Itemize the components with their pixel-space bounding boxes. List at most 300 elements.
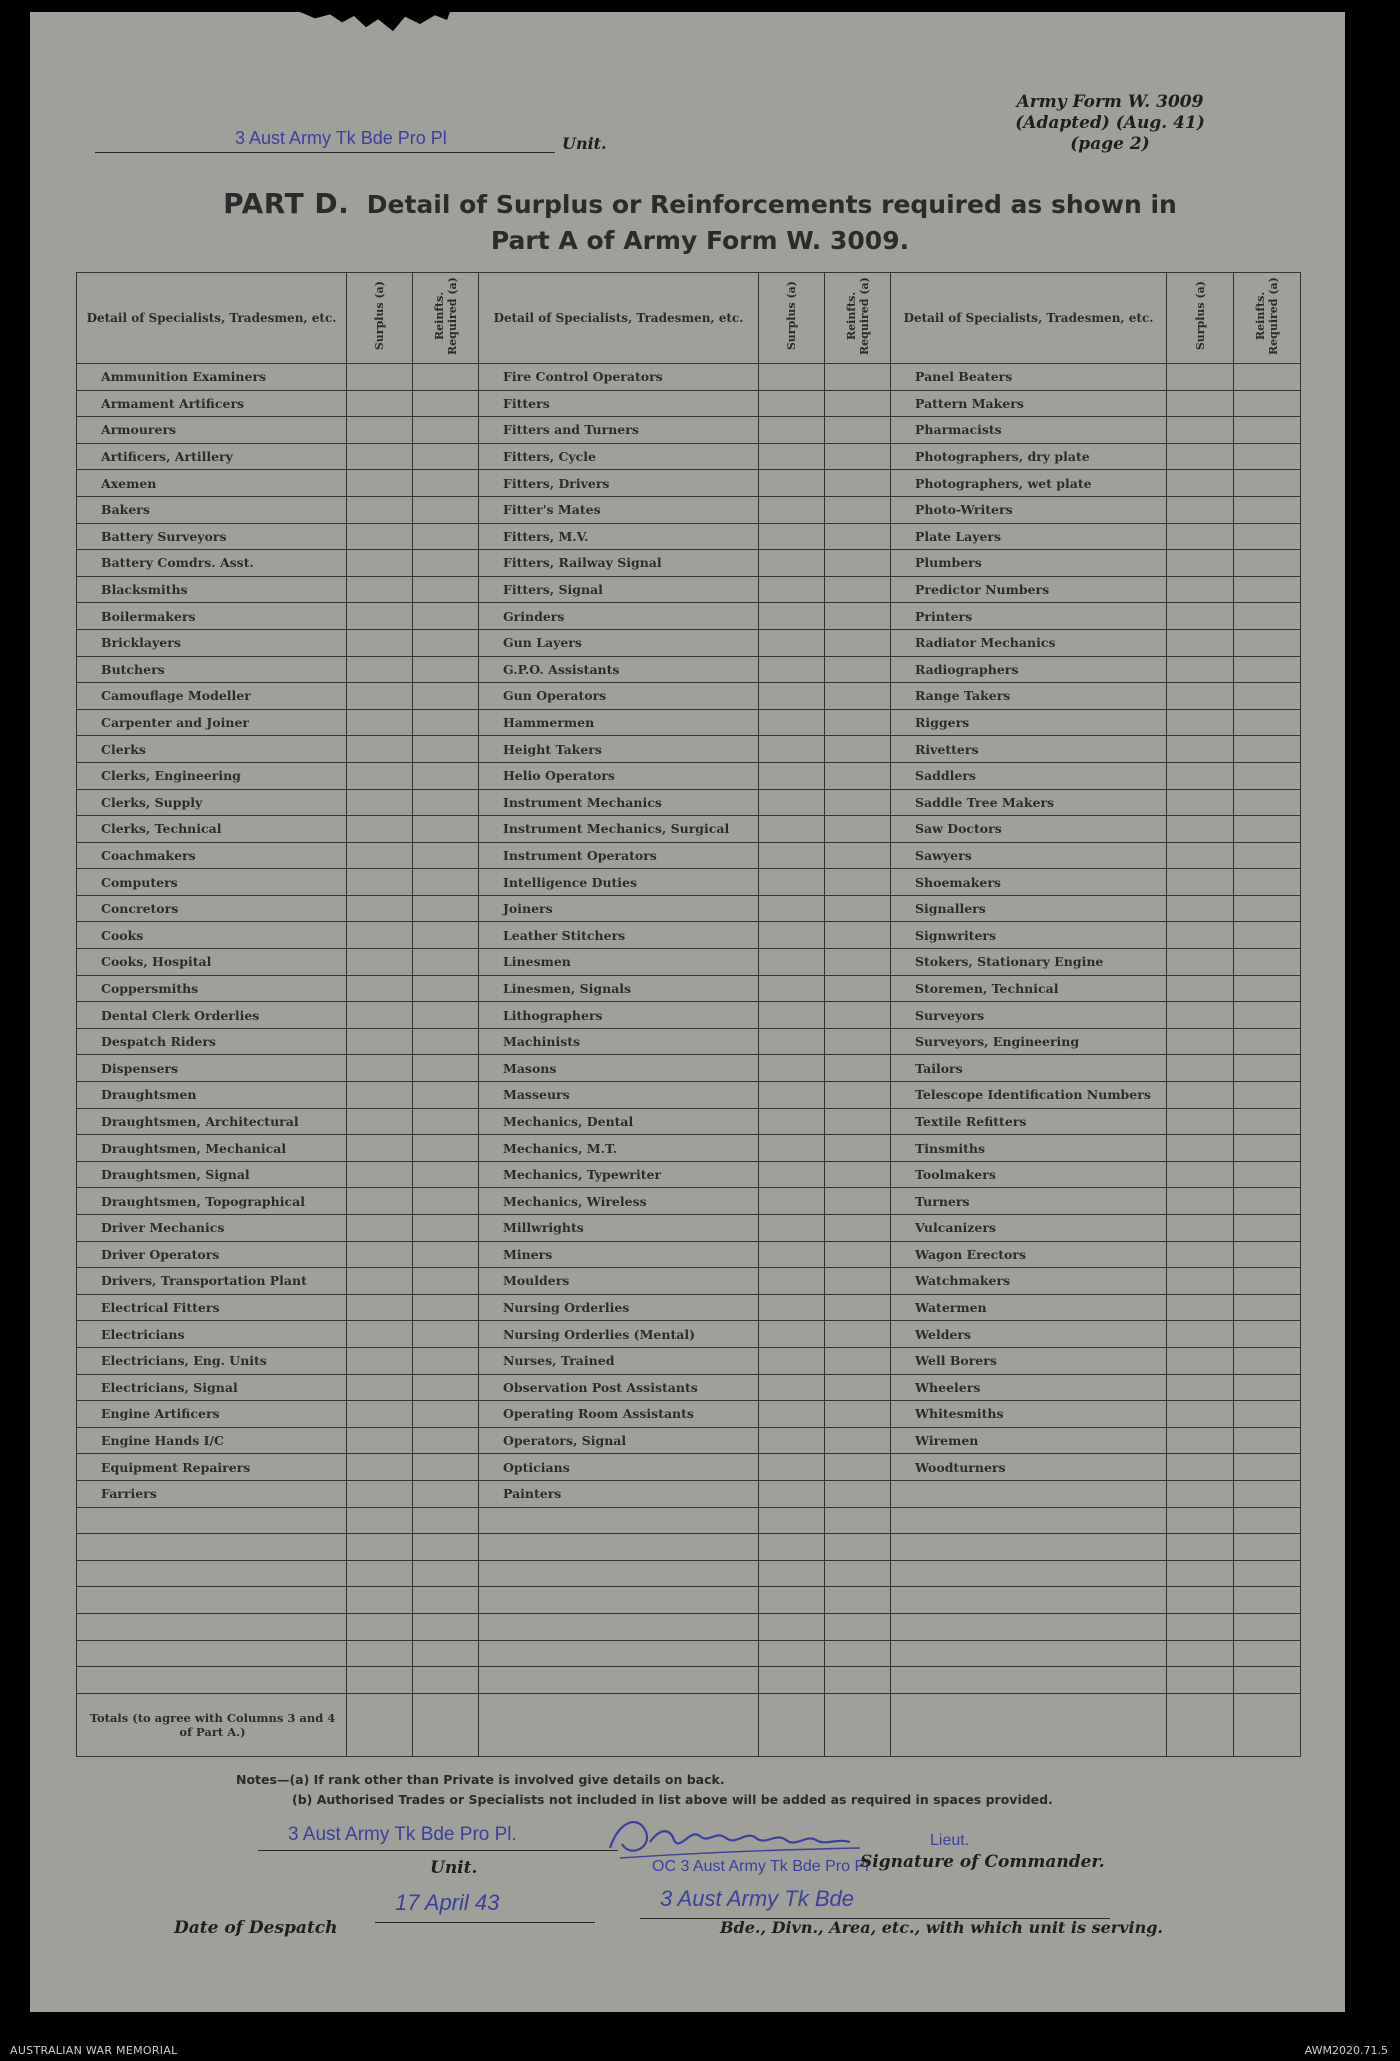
reinfts-cell[interactable] [1234,1028,1301,1055]
surplus-cell[interactable] [1167,470,1234,497]
surplus-cell[interactable] [1167,496,1234,523]
reinfts-cell[interactable] [1234,390,1301,417]
reinfts-cell[interactable] [825,949,891,976]
surplus-cell[interactable] [759,629,825,656]
surplus-cell[interactable] [1167,869,1234,896]
reinfts-cell[interactable] [825,1108,891,1135]
surplus-cell[interactable] [759,417,825,444]
reinfts-cell[interactable] [825,1268,891,1295]
reinfts-cell[interactable] [825,1135,891,1162]
surplus-cell[interactable] [347,869,413,896]
reinfts-cell[interactable] [825,1215,891,1242]
reinfts-cell[interactable] [825,603,891,630]
surplus-cell[interactable] [1167,1294,1234,1321]
reinfts-cell[interactable] [825,1028,891,1055]
surplus-cell[interactable] [347,789,413,816]
surplus-cell[interactable] [759,816,825,843]
surplus-cell[interactable] [1167,550,1234,577]
surplus-cell[interactable] [1167,523,1234,550]
surplus-cell[interactable] [1167,1241,1234,1268]
reinfts-cell[interactable] [1234,629,1301,656]
reinfts-cell[interactable] [413,709,479,736]
surplus-cell[interactable] [347,390,413,417]
surplus-cell[interactable] [759,842,825,869]
reinfts-cell[interactable] [825,1002,891,1029]
surplus-cell[interactable] [347,1082,413,1109]
surplus-cell[interactable] [759,523,825,550]
surplus-cell[interactable] [759,1534,825,1561]
surplus-cell[interactable] [347,1560,413,1587]
surplus-cell[interactable] [759,709,825,736]
surplus-cell[interactable] [1167,364,1234,391]
surplus-cell[interactable] [759,1613,825,1640]
surplus-cell[interactable] [759,1560,825,1587]
reinfts-cell[interactable] [825,1507,891,1534]
surplus-cell[interactable] [347,1480,413,1507]
reinfts-cell[interactable] [825,364,891,391]
surplus-cell[interactable] [759,1454,825,1481]
surplus-cell[interactable] [1167,1454,1234,1481]
surplus-cell[interactable] [759,1055,825,1082]
reinfts-cell[interactable] [1234,709,1301,736]
surplus-cell[interactable] [1167,895,1234,922]
surplus-cell[interactable] [1167,1374,1234,1401]
surplus-cell[interactable] [347,1161,413,1188]
reinfts-cell[interactable] [413,1241,479,1268]
surplus-cell[interactable] [1167,736,1234,763]
surplus-cell[interactable] [1167,1667,1234,1694]
reinfts-cell[interactable] [1234,683,1301,710]
surplus-cell[interactable] [759,1002,825,1029]
reinfts-cell[interactable] [1234,1454,1301,1481]
surplus-cell[interactable] [1167,1401,1234,1428]
surplus-cell[interactable] [759,1241,825,1268]
reinfts-cell[interactable] [1234,762,1301,789]
reinfts-cell[interactable] [1234,1401,1301,1428]
reinfts-cell[interactable] [413,1108,479,1135]
reinfts-cell[interactable] [1234,1108,1301,1135]
reinfts-cell[interactable] [413,1321,479,1348]
surplus-cell[interactable] [347,656,413,683]
surplus-cell[interactable] [347,1667,413,1694]
surplus-cell[interactable] [347,576,413,603]
reinfts-cell[interactable] [825,683,891,710]
surplus-cell[interactable] [347,1374,413,1401]
surplus-cell[interactable] [759,1294,825,1321]
reinfts-cell[interactable] [1234,816,1301,843]
surplus-cell[interactable] [1167,842,1234,869]
reinfts-cell[interactable] [1234,523,1301,550]
surplus-cell[interactable] [759,1268,825,1295]
surplus-cell[interactable] [347,1401,413,1428]
surplus-cell[interactable] [347,523,413,550]
surplus-cell[interactable] [759,1480,825,1507]
reinfts-cell[interactable] [1234,1268,1301,1295]
surplus-cell[interactable] [1167,683,1234,710]
reinfts-cell[interactable] [413,1188,479,1215]
reinfts-cell[interactable] [825,390,891,417]
surplus-cell[interactable] [759,1427,825,1454]
surplus-cell[interactable] [347,470,413,497]
reinfts-cell[interactable] [1234,1640,1301,1667]
reinfts-cell[interactable] [1234,1480,1301,1507]
surplus-cell[interactable] [347,895,413,922]
reinfts-cell[interactable] [825,789,891,816]
reinfts-cell[interactable] [1234,842,1301,869]
surplus-cell[interactable] [1167,1480,1234,1507]
reinfts-cell[interactable] [1234,1587,1301,1614]
surplus-cell[interactable] [347,1028,413,1055]
surplus-cell[interactable] [1167,816,1234,843]
reinfts-cell[interactable] [1234,1534,1301,1561]
reinfts-cell[interactable] [1234,1135,1301,1162]
surplus-cell[interactable] [759,364,825,391]
surplus-cell[interactable] [347,603,413,630]
surplus-cell[interactable] [759,789,825,816]
surplus-cell[interactable] [347,1321,413,1348]
reinfts-cell[interactable] [1234,364,1301,391]
surplus-cell[interactable] [1167,1347,1234,1374]
surplus-cell[interactable] [759,1028,825,1055]
surplus-cell[interactable] [347,1215,413,1242]
surplus-cell[interactable] [1167,949,1234,976]
reinfts-cell[interactable] [413,1268,479,1295]
surplus-cell[interactable] [759,975,825,1002]
surplus-cell[interactable] [347,1135,413,1162]
surplus-cell[interactable] [1167,1507,1234,1534]
surplus-cell[interactable] [1167,576,1234,603]
surplus-cell[interactable] [347,1613,413,1640]
reinfts-cell[interactable] [413,949,479,976]
reinfts-cell[interactable] [1234,1427,1301,1454]
surplus-cell[interactable] [1167,1640,1234,1667]
surplus-cell[interactable] [1167,417,1234,444]
reinfts-cell[interactable] [825,629,891,656]
surplus-cell[interactable] [759,1507,825,1534]
reinfts-cell[interactable] [1234,1002,1301,1029]
surplus-cell[interactable] [1167,1161,1234,1188]
surplus-cell[interactable] [347,443,413,470]
reinfts-cell[interactable] [825,1347,891,1374]
surplus-cell[interactable] [759,1321,825,1348]
surplus-cell[interactable] [759,922,825,949]
reinfts-cell[interactable] [825,1667,891,1694]
surplus-cell[interactable] [347,1294,413,1321]
reinfts-cell[interactable] [413,1401,479,1428]
reinfts-cell[interactable] [825,1560,891,1587]
reinfts-cell[interactable] [413,417,479,444]
reinfts-cell[interactable] [1234,949,1301,976]
reinfts-cell[interactable] [413,1374,479,1401]
reinfts-cell[interactable] [413,1560,479,1587]
reinfts-cell[interactable] [413,550,479,577]
surplus-cell[interactable] [347,417,413,444]
reinfts-cell[interactable] [1234,895,1301,922]
reinfts-cell[interactable] [825,1055,891,1082]
reinfts-cell[interactable] [413,975,479,1002]
reinfts-cell[interactable] [825,1534,891,1561]
reinfts-cell[interactable] [1234,603,1301,630]
reinfts-cell[interactable] [1234,1347,1301,1374]
surplus-cell[interactable] [759,1215,825,1242]
surplus-cell[interactable] [1167,1268,1234,1295]
surplus-cell[interactable] [1167,656,1234,683]
reinfts-cell[interactable] [825,1321,891,1348]
surplus-cell[interactable] [347,1108,413,1135]
totals-cell[interactable] [1167,1693,1234,1756]
reinfts-cell[interactable] [825,1480,891,1507]
surplus-cell[interactable] [1167,1028,1234,1055]
reinfts-cell[interactable] [413,1215,479,1242]
surplus-cell[interactable] [347,1507,413,1534]
reinfts-cell[interactable] [825,1374,891,1401]
reinfts-cell[interactable] [825,895,891,922]
reinfts-cell[interactable] [1234,1055,1301,1082]
surplus-cell[interactable] [759,390,825,417]
reinfts-cell[interactable] [413,523,479,550]
surplus-cell[interactable] [759,869,825,896]
surplus-cell[interactable] [347,1640,413,1667]
surplus-cell[interactable] [759,1135,825,1162]
surplus-cell[interactable] [347,762,413,789]
surplus-cell[interactable] [347,1427,413,1454]
surplus-cell[interactable] [347,1534,413,1561]
reinfts-cell[interactable] [1234,1241,1301,1268]
surplus-cell[interactable] [759,496,825,523]
surplus-cell[interactable] [347,550,413,577]
reinfts-cell[interactable] [825,523,891,550]
surplus-cell[interactable] [759,550,825,577]
surplus-cell[interactable] [1167,709,1234,736]
reinfts-cell[interactable] [1234,1667,1301,1694]
surplus-cell[interactable] [759,1108,825,1135]
reinfts-cell[interactable] [413,629,479,656]
reinfts-cell[interactable] [825,443,891,470]
surplus-cell[interactable] [1167,1082,1234,1109]
totals-cell[interactable] [825,1693,891,1756]
reinfts-cell[interactable] [413,1002,479,1029]
reinfts-cell[interactable] [413,922,479,949]
totals-cell[interactable] [347,1693,413,1756]
footer-unit-field[interactable] [258,1824,618,1851]
reinfts-cell[interactable] [413,656,479,683]
reinfts-cell[interactable] [413,364,479,391]
reinfts-cell[interactable] [413,1507,479,1534]
surplus-cell[interactable] [759,736,825,763]
surplus-cell[interactable] [347,922,413,949]
reinfts-cell[interactable] [413,1347,479,1374]
reinfts-cell[interactable] [1234,417,1301,444]
surplus-cell[interactable] [759,1374,825,1401]
reinfts-cell[interactable] [413,895,479,922]
surplus-cell[interactable] [759,603,825,630]
reinfts-cell[interactable] [825,1640,891,1667]
surplus-cell[interactable] [759,1082,825,1109]
surplus-cell[interactable] [759,683,825,710]
reinfts-cell[interactable] [413,390,479,417]
reinfts-cell[interactable] [825,496,891,523]
surplus-cell[interactable] [759,1587,825,1614]
reinfts-cell[interactable] [1234,1188,1301,1215]
surplus-cell[interactable] [347,1188,413,1215]
surplus-cell[interactable] [347,364,413,391]
surplus-cell[interactable] [1167,443,1234,470]
surplus-cell[interactable] [347,975,413,1002]
surplus-cell[interactable] [1167,1427,1234,1454]
surplus-cell[interactable] [1167,1321,1234,1348]
surplus-cell[interactable] [1167,629,1234,656]
totals-cell[interactable] [413,1693,479,1756]
reinfts-cell[interactable] [413,470,479,497]
reinfts-cell[interactable] [1234,1215,1301,1242]
surplus-cell[interactable] [1167,1215,1234,1242]
reinfts-cell[interactable] [413,1480,479,1507]
reinfts-cell[interactable] [413,443,479,470]
reinfts-cell[interactable] [825,1401,891,1428]
reinfts-cell[interactable] [413,1135,479,1162]
reinfts-cell[interactable] [825,816,891,843]
surplus-cell[interactable] [759,1347,825,1374]
reinfts-cell[interactable] [413,1082,479,1109]
reinfts-cell[interactable] [825,1587,891,1614]
reinfts-cell[interactable] [413,842,479,869]
surplus-cell[interactable] [1167,1587,1234,1614]
reinfts-cell[interactable] [825,417,891,444]
reinfts-cell[interactable] [413,789,479,816]
reinfts-cell[interactable] [1234,1374,1301,1401]
reinfts-cell[interactable] [1234,1507,1301,1534]
surplus-cell[interactable] [1167,1560,1234,1587]
reinfts-cell[interactable] [413,1454,479,1481]
surplus-cell[interactable] [1167,1188,1234,1215]
surplus-cell[interactable] [1167,922,1234,949]
surplus-cell[interactable] [347,1241,413,1268]
surplus-cell[interactable] [347,1055,413,1082]
reinfts-cell[interactable] [1234,869,1301,896]
reinfts-cell[interactable] [413,1587,479,1614]
surplus-cell[interactable] [1167,1534,1234,1561]
reinfts-cell[interactable] [413,816,479,843]
surplus-cell[interactable] [1167,1002,1234,1029]
reinfts-cell[interactable] [825,1188,891,1215]
surplus-cell[interactable] [759,1667,825,1694]
reinfts-cell[interactable] [825,576,891,603]
surplus-cell[interactable] [347,1454,413,1481]
reinfts-cell[interactable] [825,1241,891,1268]
surplus-cell[interactable] [347,1587,413,1614]
reinfts-cell[interactable] [825,1082,891,1109]
reinfts-cell[interactable] [413,1613,479,1640]
reinfts-cell[interactable] [825,1294,891,1321]
unit-field[interactable] [95,128,555,153]
surplus-cell[interactable] [347,1347,413,1374]
surplus-cell[interactable] [1167,1055,1234,1082]
reinfts-cell[interactable] [825,736,891,763]
reinfts-cell[interactable] [1234,1560,1301,1587]
reinfts-cell[interactable] [825,470,891,497]
reinfts-cell[interactable] [825,1427,891,1454]
surplus-cell[interactable] [1167,1135,1234,1162]
reinfts-cell[interactable] [1234,550,1301,577]
reinfts-cell[interactable] [413,1055,479,1082]
surplus-cell[interactable] [347,709,413,736]
surplus-cell[interactable] [1167,603,1234,630]
surplus-cell[interactable] [347,1268,413,1295]
reinfts-cell[interactable] [1234,922,1301,949]
reinfts-cell[interactable] [1234,576,1301,603]
reinfts-cell[interactable] [413,1294,479,1321]
reinfts-cell[interactable] [1234,1161,1301,1188]
surplus-cell[interactable] [1167,1613,1234,1640]
surplus-cell[interactable] [347,842,413,869]
surplus-cell[interactable] [759,1640,825,1667]
surplus-cell[interactable] [759,895,825,922]
reinfts-cell[interactable] [825,975,891,1002]
reinfts-cell[interactable] [1234,496,1301,523]
surplus-cell[interactable] [759,1188,825,1215]
surplus-cell[interactable] [759,762,825,789]
reinfts-cell[interactable] [413,1161,479,1188]
reinfts-cell[interactable] [825,842,891,869]
reinfts-cell[interactable] [413,683,479,710]
reinfts-cell[interactable] [413,496,479,523]
surplus-cell[interactable] [347,1002,413,1029]
reinfts-cell[interactable] [825,550,891,577]
surplus-cell[interactable] [347,949,413,976]
reinfts-cell[interactable] [413,1534,479,1561]
reinfts-cell[interactable] [413,1667,479,1694]
surplus-cell[interactable] [1167,975,1234,1002]
reinfts-cell[interactable] [413,1640,479,1667]
reinfts-cell[interactable] [1234,443,1301,470]
reinfts-cell[interactable] [413,576,479,603]
reinfts-cell[interactable] [1234,470,1301,497]
reinfts-cell[interactable] [1234,1082,1301,1109]
totals-cell[interactable] [1234,1693,1301,1756]
reinfts-cell[interactable] [413,869,479,896]
surplus-cell[interactable] [1167,789,1234,816]
surplus-cell[interactable] [347,736,413,763]
reinfts-cell[interactable] [825,1613,891,1640]
reinfts-cell[interactable] [413,762,479,789]
reinfts-cell[interactable] [825,762,891,789]
reinfts-cell[interactable] [825,656,891,683]
surplus-cell[interactable] [347,816,413,843]
reinfts-cell[interactable] [1234,789,1301,816]
reinfts-cell[interactable] [1234,1613,1301,1640]
surplus-cell[interactable] [759,1401,825,1428]
reinfts-cell[interactable] [1234,736,1301,763]
surplus-cell[interactable] [759,949,825,976]
surplus-cell[interactable] [1167,1108,1234,1135]
reinfts-cell[interactable] [413,1028,479,1055]
reinfts-cell[interactable] [413,736,479,763]
surplus-cell[interactable] [1167,762,1234,789]
reinfts-cell[interactable] [1234,975,1301,1002]
reinfts-cell[interactable] [413,603,479,630]
surplus-cell[interactable] [759,1161,825,1188]
reinfts-cell[interactable] [1234,656,1301,683]
totals-cell[interactable] [759,1693,825,1756]
surplus-cell[interactable] [347,629,413,656]
surplus-cell[interactable] [347,683,413,710]
reinfts-cell[interactable] [825,922,891,949]
surplus-cell[interactable] [1167,390,1234,417]
surplus-cell[interactable] [759,443,825,470]
surplus-cell[interactable] [759,656,825,683]
reinfts-cell[interactable] [825,1161,891,1188]
reinfts-cell[interactable] [825,1454,891,1481]
